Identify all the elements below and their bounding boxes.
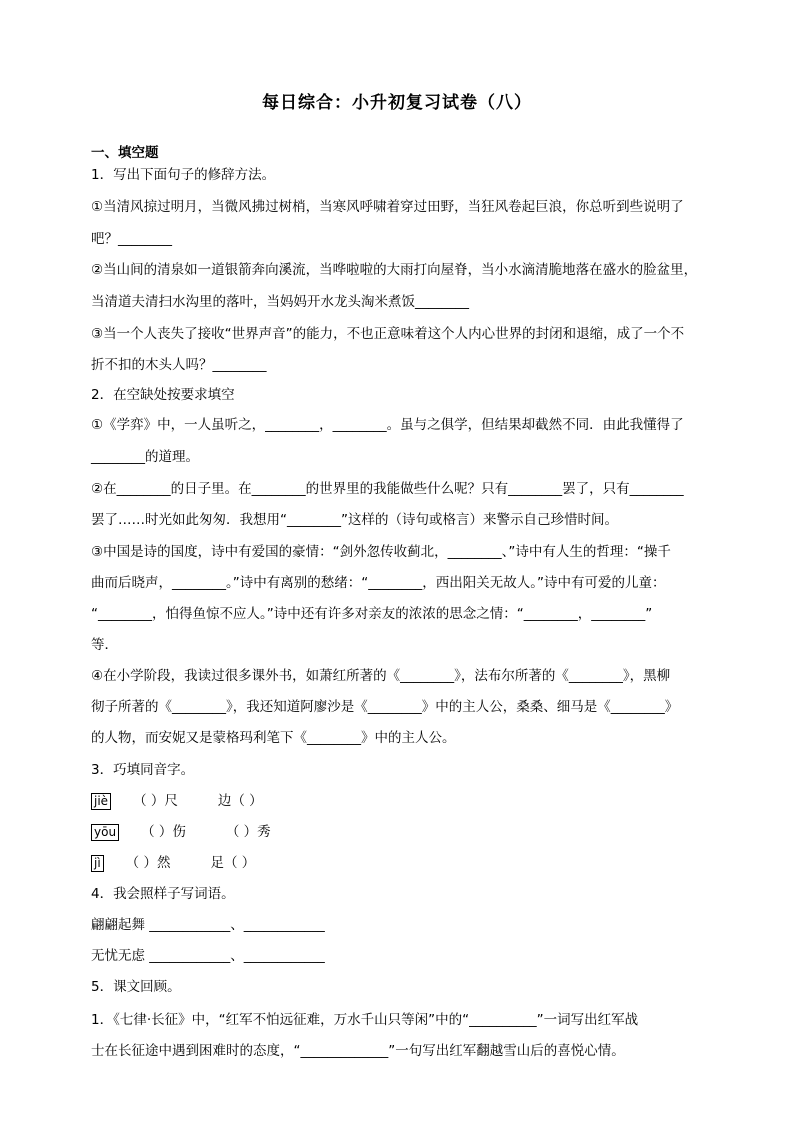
- question-5-stem: 5．课文回顾。: [91, 979, 181, 995]
- question-2d-line1: ④在小学阶段，我读过很多课外书，如萧红所著的《________》，法布尔所著的《________》，黑柳: [91, 668, 671, 684]
- question-2d-line2: 彻子所著的《________》，我还知道阿廖沙是《________》中的主人公，桑桑、细马是《________》: [91, 699, 679, 715]
- pinyin-box: jì: [91, 855, 104, 872]
- question-2c-line2: 曲而后晓声，________。”诗中有离别的愁绪：“________，西出阳关无故人。”诗中有可爱的儿童：: [91, 575, 666, 591]
- question-2b-line2: 罢了……时光如此匆匆．我想用“________”这样的（诗句或格言）来警示自己珍惜时间。: [91, 512, 618, 528]
- section-heading: 一、填空题: [91, 145, 159, 161]
- question-2c-line4: 等．: [91, 637, 118, 653]
- question-3-stem: 3．巧填同音字。: [91, 762, 195, 778]
- question-4-stem: 4．我会照样子写词语。: [91, 886, 235, 902]
- homophone-blank-b: （ ）秀: [225, 824, 271, 840]
- question-2a-line1: ①《学弈》中，一人虽听之，________，________。虽与之俱学，但结果却截然不同．由此我懂得了: [91, 417, 684, 433]
- homophone-row: [91, 791, 706, 811]
- homophone-blank-a: （ ）然: [125, 855, 171, 871]
- question-4-line1: 翩翩起舞 ____________、____________: [91, 917, 325, 933]
- question-2c-line1: ③中国是诗的国度，诗中有爱国的豪情：“剑外忽传收蓟北，________、”诗中有人生的哲理：“操千: [91, 544, 671, 560]
- homophone-blank-a: （ ）尺: [133, 793, 178, 809]
- question-1a-line1: ①当清风掠过明月，当微风拂过树梢，当寒风呼啸着穿过田野，当狂风卷起巨浪，你总听到些说明了: [91, 199, 684, 215]
- question-1a-line2: 吧？________: [91, 231, 172, 247]
- homophone-blank-b: 足（ ）: [210, 855, 256, 871]
- question-2b-line1: ②在________的日子里。在________的世界里的我能做些什么呢？只有________罢了，只有________: [91, 481, 684, 497]
- homophone-row: [91, 853, 706, 873]
- question-5-line2: 士在长征途中遇到困难时的态度，“_____________”一句写出红军翻越雪山后的喜悦心情。: [91, 1043, 625, 1059]
- question-2c-line3: “________，怕得鱼惊不应人。”诗中还有许多对亲友的浓浓的思念之情：“________，________”: [91, 606, 653, 622]
- homophone-blank-a: （ ）伤: [141, 824, 186, 840]
- question-1c-line1: ③当一个人丧失了接收“世界声音”的能力，不也正意味着这个人内心世界的封闭和退缩，成了一个不: [91, 326, 685, 342]
- pinyin-box: yōu: [91, 824, 119, 841]
- question-2d-line3: 的人物，而安妮又是蒙格玛利笔下《________》中的主人公。: [91, 730, 456, 746]
- question-4-line2: 无忧无虑 ____________、____________: [91, 948, 325, 964]
- question-1c-line2: 折不扣的木头人吗？________: [91, 357, 267, 373]
- pinyin-box: jiè: [91, 793, 111, 810]
- question-1-stem: 1．写出下面句子的修辞方法。: [91, 167, 276, 183]
- question-5-line1: 1．《七律·长征》中，“红军不怕远征难，万水千山只等闲”中的“__________”一词写出红军战: [91, 1012, 639, 1028]
- question-2a-line2: ________的道理。: [91, 449, 199, 465]
- homophone-row: [91, 822, 706, 842]
- question-1b-line2: 当清道夫清扫水沟里的落叶，当妈妈开水龙头淘米煮饭________: [91, 294, 469, 310]
- page-title: 每日综合：小升初复习试卷（八）: [262, 93, 532, 113]
- homophone-blank-b: 边（ ）: [217, 793, 263, 809]
- question-1b-line1: ②当山间的清泉如一道银箭奔向溪流，当哗啦啦的大雨打向屋脊，当小水滴清脆地落在盛水的脸盆里，: [91, 262, 698, 278]
- question-2-stem: 2．在空缺处按要求填空: [91, 387, 235, 403]
